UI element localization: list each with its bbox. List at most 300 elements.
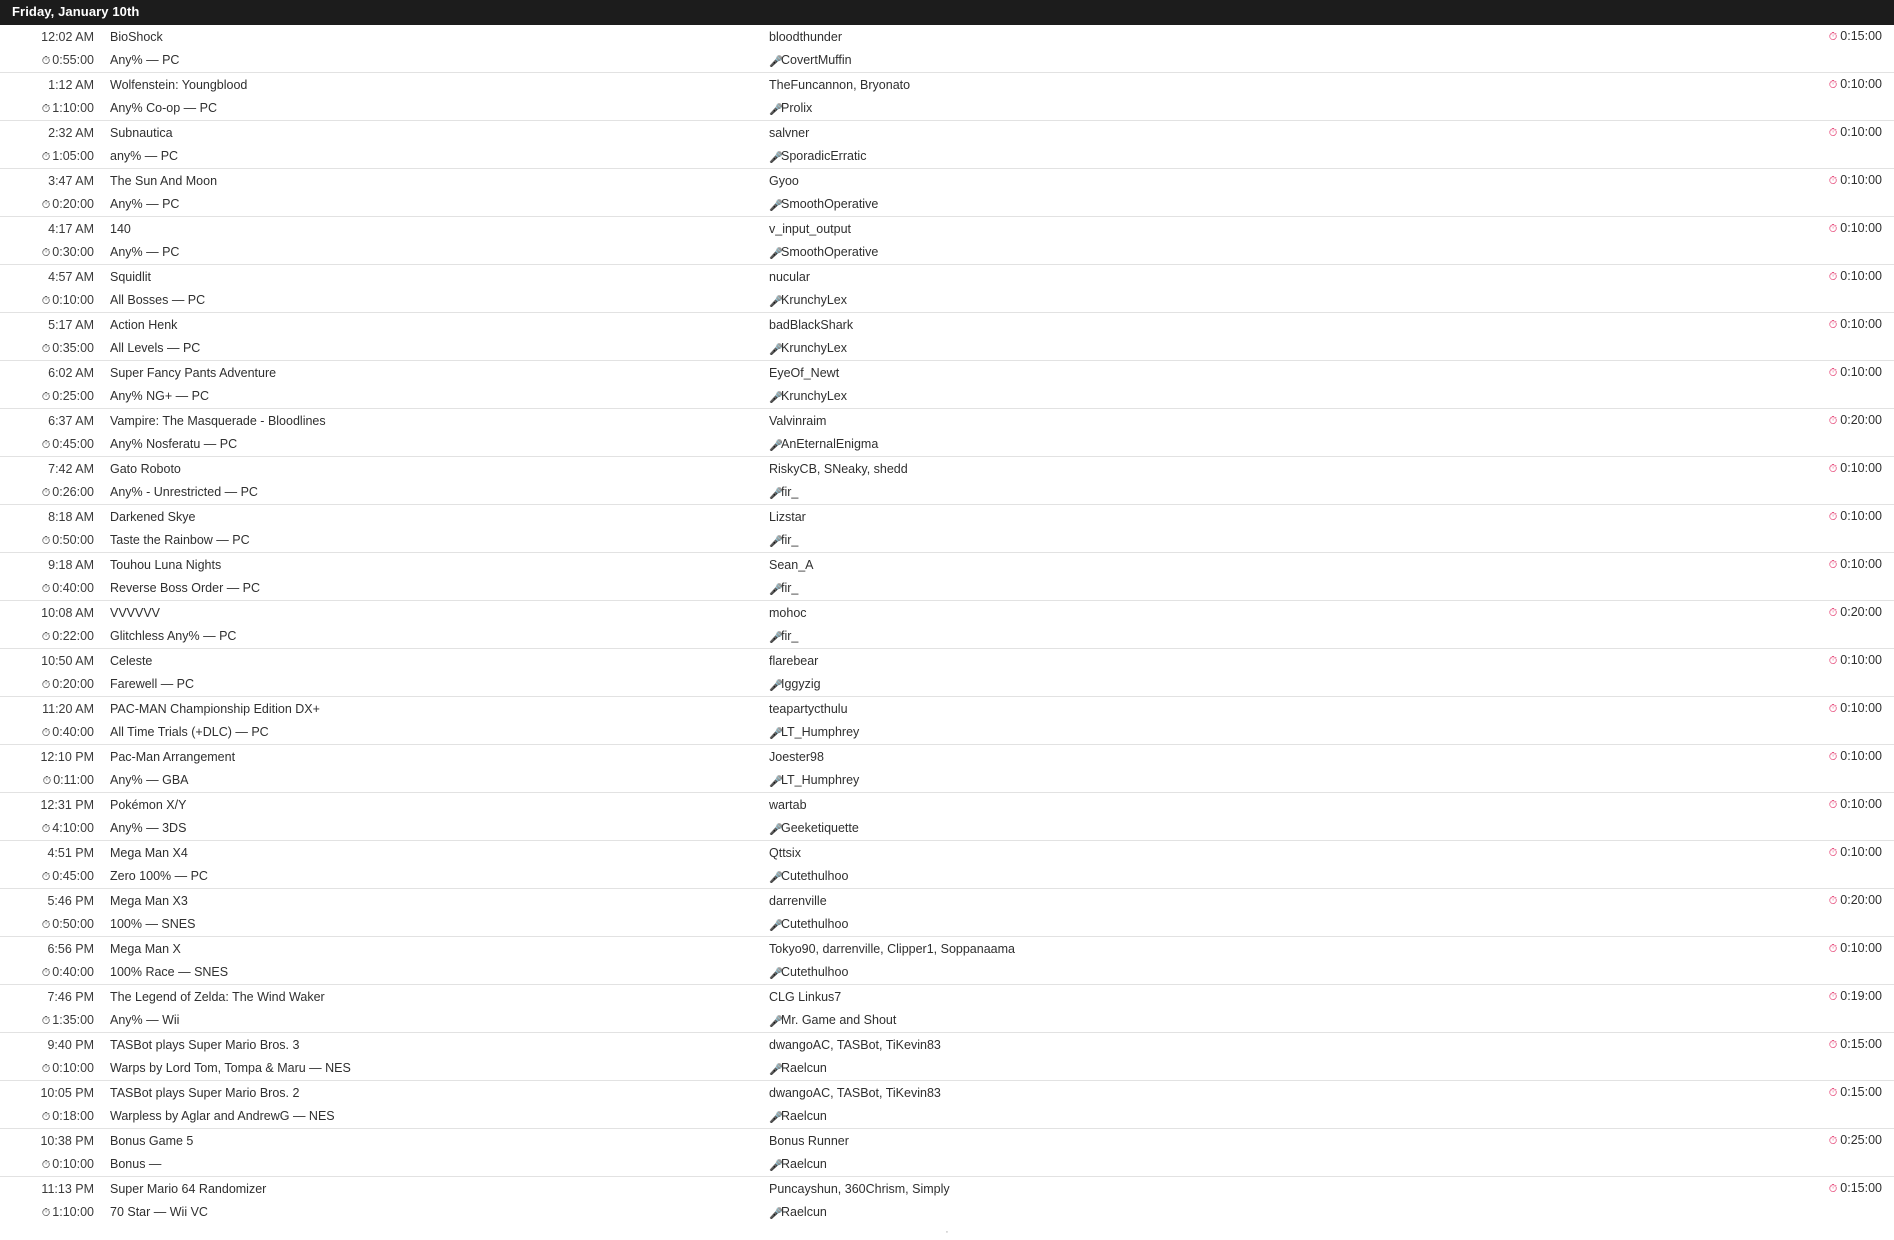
run-commentators	[769, 245, 1784, 259]
run-commentators-value: Raelcun	[781, 1205, 827, 1220]
run-secondary-row	[0, 433, 1894, 457]
run-setup-value: 0:10:00	[1840, 845, 1882, 860]
microphone-icon: 🎤	[769, 439, 783, 452]
run-estimate	[0, 581, 104, 596]
run-category: Farewell — PC	[110, 677, 195, 692]
run-start-time: 4:51 PM	[47, 845, 94, 860]
duration-clock-icon: ⏱	[1828, 895, 1838, 908]
run-setup-value: 0:15:00	[1840, 1037, 1882, 1052]
run-runners: RiskyCB, SNeaky, shedd	[769, 461, 908, 476]
run-setup-value: 0:10:00	[1840, 749, 1882, 764]
run-estimate	[0, 773, 104, 788]
run-setup-time	[1784, 893, 1894, 908]
run-setup-value: 0:10:00	[1840, 317, 1882, 332]
duration-clock-icon: ⏱	[1828, 943, 1838, 956]
run-secondary-row	[0, 289, 1894, 313]
microphone-icon: 🎤	[769, 775, 783, 788]
microphone-icon: 🎤	[769, 871, 783, 884]
run-start-time: 2:32 AM	[48, 125, 94, 140]
run-commentators-value: Iggyzig	[781, 677, 821, 692]
run-setup-time	[1784, 989, 1894, 1004]
table-row[interactable]	[0, 697, 1894, 745]
run-estimate-value: 0:10:00	[52, 1156, 94, 1171]
table-row[interactable]	[0, 889, 1894, 937]
run-commentators-value: Raelcun	[781, 1061, 827, 1076]
run-estimate	[0, 149, 104, 164]
run-commentators-value: Cutethulhoo	[781, 869, 849, 884]
run-game-title: PAC-MAN Championship Edition DX+	[110, 701, 320, 716]
run-category: Taste the Rainbow — PC	[110, 533, 250, 548]
run-game-title: Action Henk	[110, 317, 178, 332]
run-setup-time	[1784, 77, 1894, 92]
duration-clock-icon: ⏱	[1828, 223, 1838, 236]
run-game-title: Celeste	[110, 653, 153, 668]
duration-clock-icon: ⏱	[1828, 415, 1838, 428]
duration-clock-icon: ⏱	[1828, 31, 1838, 44]
run-runners: Lizstar	[769, 509, 806, 524]
table-row[interactable]	[0, 841, 1894, 889]
run-estimate	[0, 677, 104, 692]
clock-icon: ⏱	[41, 1206, 51, 1219]
run-estimate-value: 0:35:00	[52, 340, 94, 355]
table-row[interactable]	[0, 601, 1894, 649]
run-primary-row	[0, 793, 1894, 817]
microphone-icon: 🎤	[769, 1015, 783, 1028]
run-commentators	[769, 437, 1784, 451]
run-category: 100% — SNES	[110, 917, 196, 932]
table-row[interactable]	[0, 553, 1894, 601]
run-secondary-row	[0, 1153, 1894, 1177]
run-secondary-row	[0, 385, 1894, 409]
run-setup-value: 0:15:00	[1840, 29, 1882, 44]
run-start-time: 9:40 PM	[47, 1037, 94, 1052]
run-estimate-value: 0:20:00	[52, 676, 94, 691]
duration-clock-icon: ⏱	[1828, 1183, 1838, 1196]
run-secondary-row	[0, 721, 1894, 745]
run-start-time: 1:12 AM	[48, 77, 94, 92]
table-row[interactable]	[0, 985, 1894, 1033]
run-commentators-value: SmoothOperative	[781, 197, 879, 212]
run-estimate	[0, 341, 104, 356]
run-commentators	[769, 629, 1784, 643]
run-setup-time	[1784, 701, 1894, 716]
run-category: 70 Star — Wii VC	[110, 1205, 208, 1220]
run-primary-row	[0, 313, 1894, 337]
duration-clock-icon: ⏱	[1828, 1039, 1838, 1052]
run-game-title: Vampire: The Masquerade - Bloodlines	[110, 413, 326, 428]
run-setup-value: 0:10:00	[1840, 77, 1882, 92]
clock-icon: ⏱	[42, 774, 52, 787]
run-setup-time	[1784, 509, 1894, 524]
run-commentators-value: KrunchyLex	[781, 389, 848, 404]
run-estimate	[0, 1157, 104, 1172]
run-runners: dwangoAC, TASBot, TiKevin83	[769, 1085, 941, 1100]
duration-clock-icon: ⏱	[1828, 559, 1838, 572]
run-game-title: The Legend of Zelda: The Wind Waker	[110, 989, 325, 1004]
run-start-time: 5:17 AM	[48, 317, 94, 332]
run-secondary-row	[0, 913, 1894, 937]
run-game-title: Pac-Man Arrangement	[110, 749, 236, 764]
run-commentators	[769, 341, 1784, 355]
run-primary-row	[0, 25, 1894, 49]
microphone-icon: 🎤	[769, 199, 783, 212]
run-setup-value: 0:10:00	[1840, 653, 1882, 668]
run-secondary-row	[0, 1009, 1894, 1033]
run-setup-value: 0:19:00	[1840, 989, 1882, 1004]
run-runners: Gyoo	[769, 173, 799, 188]
run-secondary-row	[0, 865, 1894, 889]
run-commentators	[769, 53, 1784, 67]
microphone-icon: 🎤	[769, 1063, 783, 1076]
run-estimate-value: 0:55:00	[52, 52, 94, 67]
run-primary-row	[0, 937, 1894, 961]
run-start-time: 9:18 AM	[48, 557, 94, 572]
run-estimate-value: 1:10:00	[52, 1204, 94, 1219]
run-estimate-value: 0:40:00	[52, 580, 94, 595]
run-commentators	[769, 1061, 1784, 1075]
run-game-title: Mega Man X	[110, 941, 181, 956]
run-secondary-row	[0, 529, 1894, 553]
table-row[interactable]	[0, 217, 1894, 265]
microphone-icon: 🎤	[769, 151, 783, 164]
run-commentators-value: LT_Humphrey	[781, 773, 860, 788]
run-setup-value: 0:10:00	[1840, 941, 1882, 956]
microphone-icon: 🎤	[769, 1207, 783, 1220]
run-commentators-value: fir_	[781, 629, 799, 644]
run-category: Any% - Unrestricted — PC	[110, 485, 258, 500]
run-setup-time	[1784, 797, 1894, 812]
run-setup-value: 0:10:00	[1840, 269, 1882, 284]
run-list	[0, 25, 1894, 1224]
duration-clock-icon: ⏱	[1828, 463, 1838, 476]
run-primary-row	[0, 649, 1894, 673]
clock-icon: ⏱	[41, 678, 51, 691]
run-game-title: Darkened Skye	[110, 509, 196, 524]
duration-clock-icon: ⏱	[1828, 175, 1838, 188]
microphone-icon: 🎤	[769, 535, 783, 548]
run-category: Bonus —	[110, 1157, 162, 1172]
run-estimate	[0, 965, 104, 980]
run-secondary-row	[0, 49, 1894, 73]
run-setup-value: 0:10:00	[1840, 173, 1882, 188]
run-setup-time	[1784, 1181, 1894, 1196]
run-setup-time	[1784, 221, 1894, 236]
run-runners: mohoc	[769, 605, 807, 620]
microphone-icon: 🎤	[769, 103, 783, 116]
run-setup-time	[1784, 317, 1894, 332]
run-game-title: Super Mario 64 Randomizer	[110, 1181, 267, 1196]
microphone-icon: 🎤	[769, 55, 783, 68]
run-category: All Time Trials (+DLC) — PC	[110, 725, 269, 740]
clock-icon: ⏱	[41, 438, 51, 451]
run-setup-value: 0:10:00	[1840, 125, 1882, 140]
run-start-time: 3:47 AM	[48, 173, 94, 188]
run-commentators	[769, 485, 1784, 499]
run-setup-time	[1784, 413, 1894, 428]
run-start-time: 5:46 PM	[47, 893, 94, 908]
run-estimate-value: 0:20:00	[52, 196, 94, 211]
run-setup-value: 0:20:00	[1840, 605, 1882, 620]
scroll-marker: ·	[945, 1226, 949, 1238]
clock-icon: ⏱	[41, 966, 51, 979]
clock-icon: ⏱	[41, 1110, 51, 1123]
run-runners: salvner	[769, 125, 810, 140]
run-primary-row	[0, 73, 1894, 97]
run-commentators	[769, 773, 1784, 787]
microphone-icon: 🎤	[769, 727, 783, 740]
clock-icon: ⏱	[41, 1158, 51, 1171]
run-game-title: Wolfenstein: Youngblood	[110, 77, 248, 92]
run-runners: flarebear	[769, 653, 819, 668]
table-row[interactable]	[0, 265, 1894, 313]
microphone-icon: 🎤	[769, 343, 783, 356]
run-setup-time	[1784, 557, 1894, 572]
run-estimate-value: 0:11:00	[53, 772, 94, 787]
run-start-time: 10:08 AM	[41, 605, 94, 620]
run-commentators-value: Geeketiquette	[781, 821, 859, 836]
run-category: Warpless by Aglar and AndrewG — NES	[110, 1109, 335, 1124]
run-category: All Bosses — PC	[110, 293, 206, 308]
run-primary-row	[0, 841, 1894, 865]
duration-clock-icon: ⏱	[1828, 367, 1838, 380]
duration-clock-icon: ⏱	[1828, 655, 1838, 668]
microphone-icon: 🎤	[769, 295, 783, 308]
run-commentators	[769, 581, 1784, 595]
run-setup-time	[1784, 1085, 1894, 1100]
run-setup-value: 0:10:00	[1840, 509, 1882, 524]
clock-icon: ⏱	[41, 870, 51, 883]
run-estimate	[0, 197, 104, 212]
run-setup-time	[1784, 1037, 1894, 1052]
clock-icon: ⏱	[41, 54, 51, 67]
run-primary-row	[0, 1081, 1894, 1105]
run-estimate	[0, 293, 104, 308]
table-row[interactable]	[0, 313, 1894, 361]
run-estimate	[0, 917, 104, 932]
duration-clock-icon: ⏱	[1828, 847, 1838, 860]
clock-icon: ⏱	[41, 102, 51, 115]
run-runners: TheFuncannon, Bryonato	[769, 77, 911, 92]
run-runners: CLG Linkus7	[769, 989, 842, 1004]
run-start-time: 12:02 AM	[41, 29, 94, 44]
run-category: Glitchless Any% — PC	[110, 629, 237, 644]
run-start-time: 6:02 AM	[48, 365, 94, 380]
duration-clock-icon: ⏱	[1828, 127, 1838, 140]
duration-clock-icon: ⏱	[1828, 799, 1838, 812]
run-commentators-value: SmoothOperative	[781, 245, 879, 260]
run-category: Any% — PC	[110, 197, 180, 212]
run-primary-row	[0, 697, 1894, 721]
run-estimate	[0, 725, 104, 740]
duration-clock-icon: ⏱	[1828, 79, 1838, 92]
run-setup-value: 0:15:00	[1840, 1085, 1882, 1100]
run-secondary-row	[0, 1105, 1894, 1129]
run-start-time: 11:20 AM	[42, 701, 94, 716]
table-row[interactable]	[0, 505, 1894, 553]
clock-icon: ⏱	[41, 294, 51, 307]
run-primary-row	[0, 745, 1894, 769]
run-estimate	[0, 53, 104, 68]
run-start-time: 4:57 AM	[48, 269, 94, 284]
run-game-title: Mega Man X4	[110, 845, 188, 860]
run-secondary-row	[0, 1057, 1894, 1081]
run-commentators	[769, 389, 1784, 403]
run-secondary-row	[0, 673, 1894, 697]
run-estimate-value: 0:50:00	[52, 916, 94, 931]
table-row[interactable]	[0, 1081, 1894, 1129]
run-game-title: TASBot plays Super Mario Bros. 3	[110, 1037, 300, 1052]
run-setup-value: 0:10:00	[1840, 701, 1882, 716]
run-start-time: 10:38 PM	[40, 1133, 94, 1148]
run-estimate	[0, 629, 104, 644]
run-setup-time	[1784, 845, 1894, 860]
clock-icon: ⏱	[41, 150, 51, 163]
run-runners: EyeOf_Newt	[769, 365, 840, 380]
run-setup-value: 0:10:00	[1840, 221, 1882, 236]
clock-icon: ⏱	[41, 486, 51, 499]
run-primary-row	[0, 457, 1894, 481]
table-row[interactable]	[0, 1033, 1894, 1081]
run-game-title: Pokémon X/Y	[110, 797, 187, 812]
run-estimate-value: 0:22:00	[52, 628, 94, 643]
microphone-icon: 🎤	[769, 919, 783, 932]
run-runners: Bonus Runner	[769, 1133, 849, 1148]
run-game-title: Subnautica	[110, 125, 173, 140]
duration-clock-icon: ⏱	[1828, 1135, 1838, 1148]
run-commentators	[769, 197, 1784, 211]
run-start-time: 6:37 AM	[48, 413, 94, 428]
duration-clock-icon: ⏱	[1828, 703, 1838, 716]
microphone-icon: 🎤	[769, 1111, 783, 1124]
day-header: Friday, January 10th	[0, 0, 1894, 25]
run-commentators-value: LT_Humphrey	[781, 725, 860, 740]
run-primary-row	[0, 1033, 1894, 1057]
run-commentators	[769, 533, 1784, 547]
table-row[interactable]	[0, 457, 1894, 505]
run-runners: darrenville	[769, 893, 827, 908]
run-setup-time	[1784, 653, 1894, 668]
microphone-icon: 🎤	[769, 967, 783, 980]
table-row[interactable]	[0, 169, 1894, 217]
table-row[interactable]	[0, 409, 1894, 457]
run-estimate	[0, 1013, 104, 1028]
run-commentators-value: Prolix	[781, 101, 813, 116]
run-start-time: 7:42 AM	[48, 461, 94, 476]
run-commentators-value: KrunchyLex	[781, 341, 848, 356]
run-setup-time	[1784, 605, 1894, 620]
run-commentators	[769, 1157, 1784, 1171]
run-estimate-value: 0:40:00	[52, 724, 94, 739]
run-commentators-value: fir_	[781, 533, 799, 548]
table-row[interactable]	[0, 73, 1894, 121]
run-commentators-value: CovertMuffin	[781, 53, 852, 68]
table-row[interactable]	[0, 1177, 1894, 1224]
microphone-icon: 🎤	[769, 487, 783, 500]
run-commentators	[769, 149, 1784, 163]
run-setup-value: 0:15:00	[1840, 1181, 1882, 1196]
run-estimate-value: 0:45:00	[52, 868, 94, 883]
run-runners: v_input_output	[769, 221, 852, 236]
table-row[interactable]	[0, 745, 1894, 793]
run-commentators-value: SporadicErratic	[781, 149, 867, 164]
microphone-icon: 🎤	[769, 583, 783, 596]
run-commentators	[769, 1109, 1784, 1123]
run-setup-value: 0:20:00	[1840, 893, 1882, 908]
table-row[interactable]	[0, 793, 1894, 841]
duration-clock-icon: ⏱	[1828, 511, 1838, 524]
run-estimate-value: 0:25:00	[52, 388, 94, 403]
run-runners: teapartycthulu	[769, 701, 848, 716]
run-estimate-value: 0:10:00	[52, 292, 94, 307]
run-primary-row	[0, 889, 1894, 913]
run-category: Zero 100% — PC	[110, 869, 208, 884]
table-row[interactable]	[0, 25, 1894, 73]
table-row[interactable]	[0, 121, 1894, 169]
run-setup-time	[1784, 173, 1894, 188]
run-commentators-value: KrunchyLex	[781, 293, 848, 308]
run-category: any% — PC	[110, 149, 179, 164]
run-estimate-value: 0:26:00	[52, 484, 94, 499]
microphone-icon: 🎤	[769, 391, 783, 404]
run-start-time: 12:31 PM	[40, 797, 94, 812]
run-start-time: 4:17 AM	[48, 221, 94, 236]
table-row[interactable]	[0, 1129, 1894, 1177]
run-setup-value: 0:10:00	[1840, 797, 1882, 812]
run-category: Any% NG+ — PC	[110, 389, 209, 404]
run-runners: dwangoAC, TASBot, TiKevin83	[769, 1037, 941, 1052]
run-commentators-value: Raelcun	[781, 1157, 827, 1172]
run-start-time: 10:50 AM	[41, 653, 94, 668]
run-commentators	[769, 725, 1784, 739]
run-setup-time	[1784, 365, 1894, 380]
duration-clock-icon: ⏱	[1828, 319, 1838, 332]
clock-icon: ⏱	[41, 582, 51, 595]
table-row[interactable]	[0, 649, 1894, 697]
run-secondary-row	[0, 817, 1894, 841]
clock-icon: ⏱	[41, 822, 51, 835]
run-estimate	[0, 101, 104, 116]
run-category: Reverse Boss Order — PC	[110, 581, 261, 596]
run-primary-row	[0, 169, 1894, 193]
run-category: Any% — 3DS	[110, 821, 187, 836]
run-game-title: Gato Roboto	[110, 461, 181, 476]
run-estimate-value: 0:45:00	[52, 436, 94, 451]
run-category: Any% Co-op — PC	[110, 101, 217, 116]
run-commentators-value: Cutethulhoo	[781, 917, 849, 932]
microphone-icon: 🎤	[769, 823, 783, 836]
microphone-icon: 🎤	[769, 247, 783, 260]
run-category: Any% — PC	[110, 245, 180, 260]
run-primary-row	[0, 601, 1894, 625]
run-runners: Valvinraim	[769, 413, 827, 428]
run-game-title: Touhou Luna Nights	[110, 557, 222, 572]
run-runners: badBlackShark	[769, 317, 854, 332]
clock-icon: ⏱	[41, 918, 51, 931]
run-runners: Puncayshun, 360Chrism, Simply	[769, 1181, 950, 1196]
run-estimate-value: 0:18:00	[52, 1108, 94, 1123]
table-row[interactable]	[0, 361, 1894, 409]
table-row[interactable]	[0, 937, 1894, 985]
run-primary-row	[0, 121, 1894, 145]
run-primary-row	[0, 985, 1894, 1009]
run-secondary-row	[0, 625, 1894, 649]
run-game-title: VVVVVV	[110, 605, 161, 620]
run-runners: Qttsix	[769, 845, 801, 860]
run-estimate	[0, 533, 104, 548]
run-estimate-value: 1:05:00	[52, 148, 94, 163]
run-start-time: 8:18 AM	[48, 509, 94, 524]
run-commentators-value: AnEternalEnigma	[781, 437, 879, 452]
